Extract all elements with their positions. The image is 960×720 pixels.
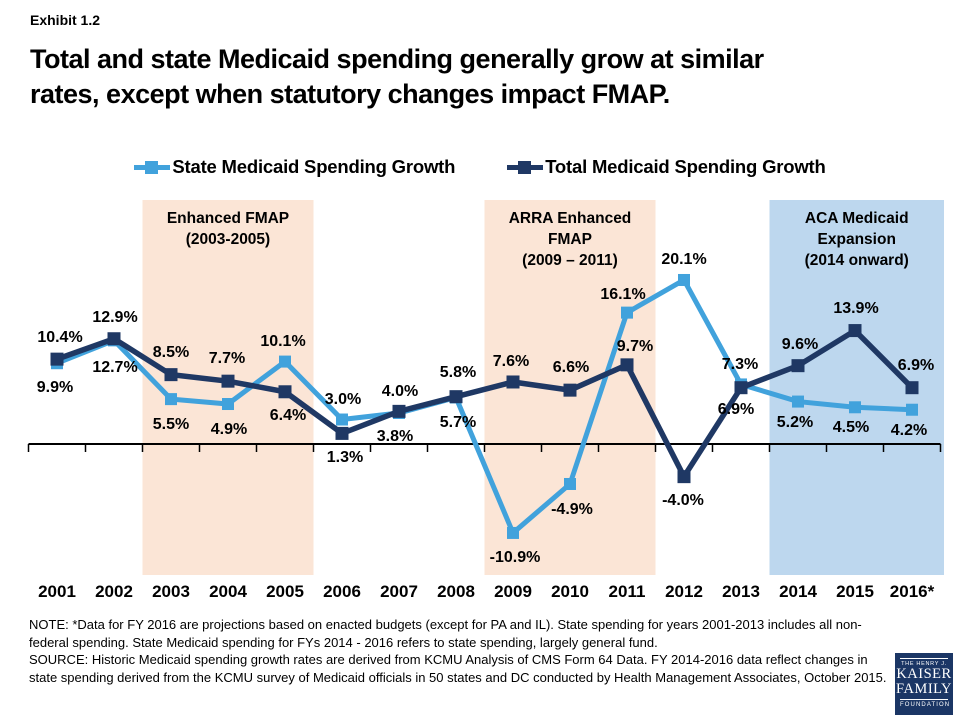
state-data-label: -4.9%: [551, 501, 593, 518]
total-data-point-marker: [849, 324, 862, 337]
x-axis-label: 2006: [323, 582, 361, 601]
total-data-point-marker: [507, 375, 520, 388]
exhibit-label: Exhibit 1.2: [30, 12, 101, 28]
state-data-label: 20.1%: [661, 251, 707, 268]
total-data-label: -4.0%: [662, 492, 704, 509]
state-data-point-marker: [906, 404, 918, 416]
total-data-label: 6.9%: [897, 357, 935, 374]
x-axis-label: 2004: [209, 582, 247, 601]
total-data-label: 13.9%: [833, 300, 879, 317]
state-data-label: 16.1%: [600, 286, 646, 303]
state-data-label: 4.2%: [890, 422, 928, 439]
total-data-point-marker: [165, 368, 178, 381]
state-data-label: 7.3%: [721, 356, 759, 373]
legend-item-total: [507, 156, 825, 178]
x-axis-label: 2013: [722, 582, 760, 601]
logo-line-kaiser: KAISER: [896, 666, 952, 682]
x-axis-label: 2012: [665, 582, 703, 601]
total-data-label: 6.6%: [552, 359, 590, 376]
state-data-point-marker: [279, 356, 291, 368]
x-axis-label: 2007: [380, 582, 418, 601]
total-data-point-marker: [678, 470, 691, 483]
total-data-label: 7.6%: [492, 353, 530, 370]
total-data-label: 10.4%: [37, 329, 83, 346]
total-data-point-marker: [393, 405, 406, 418]
state-data-point-marker: [792, 396, 804, 408]
state-data-label: 9.9%: [36, 379, 74, 396]
total-series-swatch-icon: [507, 160, 543, 174]
state-series-swatch-icon: [134, 160, 170, 174]
total-data-label: 6.9%: [717, 401, 755, 418]
total-data-label: 8.5%: [152, 344, 190, 361]
total-data-label: 9.7%: [616, 338, 654, 355]
x-axis-label: 2010: [551, 582, 589, 601]
state-data-point-marker: [165, 393, 177, 405]
total-data-label: 12.9%: [92, 309, 138, 326]
total-series-marker: [518, 161, 531, 174]
legend-label-total: Total Medicaid Spending Growth: [545, 156, 826, 177]
state-series-marker: [145, 161, 158, 174]
x-axis-label: 2001: [38, 582, 76, 601]
state-data-label: 5.2%: [776, 414, 814, 431]
logo-line-henry-j: THE HENRY J.: [900, 658, 948, 667]
total-data-point-marker: [450, 390, 463, 403]
kff-foundation-logo: [895, 653, 953, 715]
page-title: [30, 42, 930, 112]
state-data-label: -10.9%: [489, 549, 541, 566]
legend-label-state: State Medicaid Spending Growth: [172, 156, 456, 177]
state-data-label: 4.9%: [210, 421, 248, 438]
logo-line-family: FAMILY: [895, 681, 953, 697]
page-title-line-2: rates, except when statutory changes impact FMAP.: [30, 79, 670, 109]
x-axis-label: 2011: [608, 582, 646, 601]
state-data-point-marker: [507, 527, 519, 539]
x-axis-label: 2016*: [889, 582, 935, 601]
state-data-point-marker: [849, 401, 861, 413]
region-label-0: Enhanced FMAP (2003-2005): [166, 210, 290, 248]
x-axis-label: 2005: [266, 582, 304, 601]
x-axis-label: 2009: [494, 582, 532, 601]
total-data-point-marker: [279, 385, 292, 398]
total-data-point-marker: [735, 381, 748, 394]
state-data-label: 3.0%: [324, 391, 362, 408]
state-data-point-marker: [222, 398, 234, 410]
chart-legend: [0, 150, 960, 184]
total-data-point-marker: [621, 358, 634, 371]
state-data-point-marker: [678, 274, 690, 286]
state-data-point-marker: [564, 478, 576, 490]
total-data-label: 5.8%: [439, 364, 477, 381]
total-data-point-marker: [906, 381, 919, 394]
x-axis-label: 2008: [437, 582, 475, 601]
total-data-label: 6.4%: [269, 407, 307, 424]
x-axis-label: 2014: [779, 582, 817, 601]
total-data-point-marker: [51, 353, 64, 366]
total-data-point-marker: [336, 427, 349, 440]
medicaid-growth-line-chart: [0, 190, 960, 610]
footnotes: [29, 616, 895, 686]
logo-line-foundation: FOUNDATION: [900, 699, 948, 708]
total-data-point-marker: [564, 384, 577, 397]
x-axis-label: 2003: [152, 582, 190, 601]
state-data-point-marker: [621, 307, 633, 319]
state-data-label: 5.7%: [439, 414, 477, 431]
total-data-point-marker: [222, 375, 235, 388]
note-text: NOTE: *Data for FY 2016 are projections based on enacted budgets (except for PA and IL). State spending for years 2001-2013 includes all non-federal spending. State Medicaid spending for FYs 2014 - 2016 refers to state spending, largely general fund.: [29, 617, 862, 650]
state-data-label: 12.7%: [92, 359, 138, 376]
source-text: SOURCE: Historic Medicaid spending growth rates are derived from KCMU Analysis of CMS Form 64 Data. FY 2014-2016 data reflect changes in state spending derived from the KCMU survey of Medicaid officials in 50 states and DC conducted by Health Management Associates, October 2015.: [29, 652, 887, 685]
state-data-label: 3.8%: [376, 428, 414, 445]
state-data-label: 5.5%: [152, 416, 190, 433]
state-data-label: 4.5%: [832, 419, 870, 436]
x-axis-label: 2002: [95, 582, 133, 601]
region-label-2: ACA Medicaid Expansion (2014 onward): [804, 210, 909, 269]
total-data-label: 4.0%: [381, 383, 419, 400]
page-title-line-1: Total and state Medicaid spending generally grow at similar: [30, 44, 764, 74]
state-data-label: 10.1%: [260, 333, 306, 350]
total-data-label: 1.3%: [326, 449, 364, 466]
total-data-label: 9.6%: [781, 336, 819, 353]
legend-item-state: [134, 156, 455, 178]
total-data-label: 7.7%: [208, 350, 246, 367]
total-data-point-marker: [792, 359, 805, 372]
x-axis-label: 2015: [836, 582, 874, 601]
total-data-point-marker: [108, 332, 121, 345]
region-label-1: ARRA Enhanced FMAP (2009 – 2011): [508, 210, 632, 269]
state-data-point-marker: [336, 414, 348, 426]
